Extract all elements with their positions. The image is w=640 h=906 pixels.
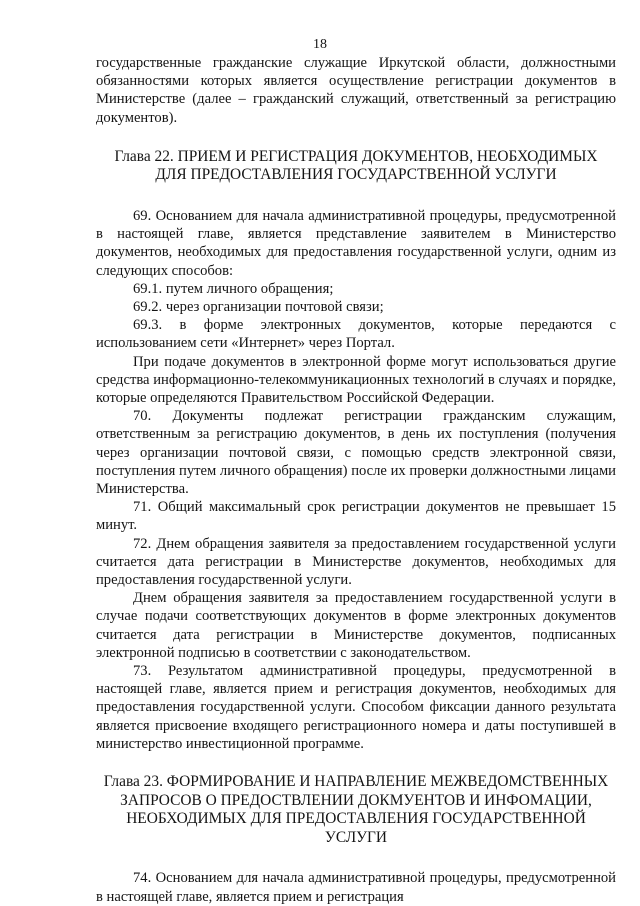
paragraph-70: 70. Документы подлежат регистрации гражданским служащим, ответственным за регистрацию документов, в день их поступления (получения через организации почтовой связи, с помощью средств электронной связи, поступления путем личного обращения) после их проверки должностными лицами Министерства.: [96, 408, 616, 498]
chapter-23-heading: Глава 23. ФОРМИРОВАНИЕ И НАПРАВЛЕНИЕ МЕЖВЕДОМСТВЕННЫХ ЗАПРОСОВ О ПРЕДОСТВЛЕНИИ ДОКМУЕНТОВ И ИНФОМАЦИИ, НЕОБХОДИМЫХ ДЛЯ ПРЕДОСТАВЛЕНИЯ ГОСУДАРСТВЕННОЙ УСЛУГИ: [103, 773, 609, 846]
page-content: [96, 54, 616, 906]
paragraph-74: 74. Основанием для начала административной процедуры, предусмотренной в настоящей главе, является прием и регистрация: [96, 870, 616, 905]
paragraph-electronic-submission: При подаче документов в электронной форме могут использоваться другие средства информационно-телекоммуникационных технологий в случаях и порядке, которые определяются Правительством Российской Федерации.: [96, 353, 616, 407]
paragraph-69: 69. Основанием для начала административной процедуры, предусмотренной в настоящей главе, является представление заявителем в Министерство документов, необходимых для предоставления государственной услуги, одним из следующих способов:: [96, 208, 616, 279]
paragraph-73: 73. Результатом административной процедуры, предусмотренной в настоящей главе, является прием и регистрация документов, необходимых для предоставления государственной услуги. Способом фиксации данного результата является присвоение входящего регистрационного номера и даты поступившей в министерство инвестиционной программе.: [96, 663, 616, 752]
paragraph-71: 71. Общий максимальный срок регистрации документов не превышает 15 минут.: [96, 499, 616, 534]
page-number: 18: [313, 37, 327, 52]
paragraph-69-1: 69.1. путем личного обращения;: [133, 280, 334, 297]
chapter-22-heading: Глава 22. ПРИЕМ И РЕГИСТРАЦИЯ ДОКУМЕНТОВ, НЕОБХОДИМЫХ ДЛЯ ПРЕДОСТАВЛЕНИЯ ГОСУДАРСТВЕННОЙ УСЛУГИ: [114, 147, 598, 184]
paragraph-69-3: 69.3. в форме электронных документов, которые передаются с использованием сети «Интернет» через Портал.: [96, 317, 616, 352]
paragraph-72-electronic: Днем обращения заявителя за предоставлением государственной услуги в случае подачи соответствующих документов в форме электронных документов считается дата регистрации в Министерстве документов, подписанных электронной подписью в соответствии с законодательством.: [96, 590, 616, 661]
paragraph-72: 72. Днем обращения заявителя за предоставлением государственной услуги считается дата регистрации в Министерстве документов, необходимых для предоставления государственной услуги.: [96, 535, 616, 589]
paragraph-69-2: 69.2. через организации почтовой связи;: [133, 299, 384, 316]
intro-paragraph: государственные гражданские служащие Иркутской области, должностными обязанностями которых является осуществление регистрации документов в Министерстве (далее – гражданский служащий, ответственный за регистрацию документов).: [96, 55, 616, 126]
